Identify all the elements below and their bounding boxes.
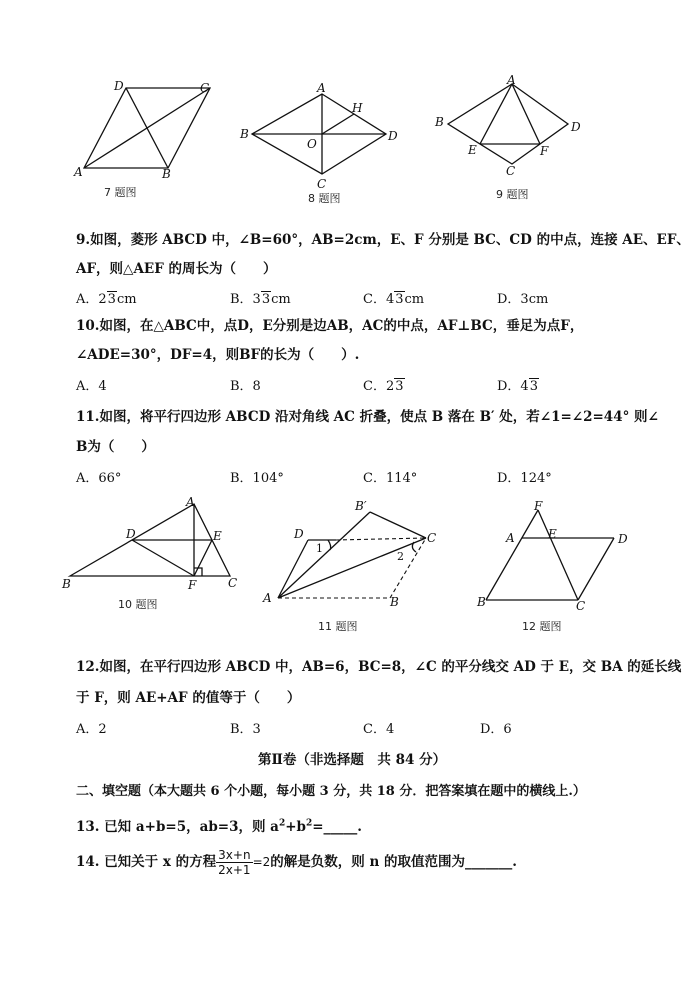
fig8-label-B: B (240, 127, 249, 141)
q9-line1: 9.如图，菱形 ABCD 中，∠B=60°，AB=2cm，E、F 分别是 BC、CD 的中点，连接 AE、EF、 (76, 232, 690, 248)
fig11-label-Bprime: B′ (355, 499, 367, 513)
q12-option-b: B．3 (230, 722, 261, 737)
fig10-label-E: E (213, 529, 222, 543)
fig8-label-A: A (317, 81, 326, 95)
fig12-label-E: E (548, 527, 557, 541)
q10-option-c: C．23 (363, 379, 404, 394)
fig8-caption: 8 题图 (308, 192, 341, 205)
fig12-label-C: C (576, 599, 586, 613)
q12-line1: 12.如图，在平行四边形 ABCD 中，AB=6，BC=8，∠C 的平分线交 AD 于 E，交 BA 的延长线 (76, 659, 682, 675)
q9-option-d: D．3cm (497, 292, 549, 307)
fig9-label-D: D (571, 120, 581, 134)
q9-option-a: A．23cm (76, 292, 137, 307)
fig10-caption: 10 题图 (118, 598, 158, 611)
fig12-label-D: D (618, 532, 628, 546)
q12-option-d: D．6 (480, 722, 512, 737)
q10-option-b: B．8 (230, 379, 261, 394)
q10-line2: ∠ADE=30°，DF=4，则BF的长为（ ）. (76, 347, 360, 363)
fig11-label-B: B (390, 595, 399, 609)
fig8-label-H: H (352, 101, 363, 115)
fig7-caption: 7 题图 (104, 186, 137, 199)
q14-line: 14. 已知关于 x 的方程 $\frac{3x+n}{2x+1}$ =2的解是负数，则 n 的取值范围为_______. (76, 848, 517, 877)
fig8-label-C: C (317, 177, 327, 190)
fig7-label-B: B (162, 167, 171, 181)
fig12-label-B: B (477, 595, 486, 609)
figure-11-folded-parallelogram (258, 496, 448, 616)
fig12-label-A: A (506, 531, 515, 545)
q11-line2: B为（ ） (76, 439, 155, 455)
fig9-label-B: B (435, 115, 444, 129)
fig11-angle-1: 1 (316, 542, 323, 555)
fig10-label-F: F (188, 578, 197, 592)
q10-option-d: D．43 (497, 379, 538, 394)
q9-option-c: C．43cm (363, 292, 425, 307)
fig11-angle-2: 2 (397, 550, 404, 563)
fig7-label-D: D (114, 79, 124, 93)
fig9-label-F: F (540, 144, 549, 158)
fig9-label-C: C (506, 164, 516, 178)
q10-option-a: A．4 (76, 379, 107, 394)
q11-option-c: C．114° (363, 471, 418, 486)
q12-option-c: C．4 (363, 722, 395, 737)
q10-line1: 10.如图，在△ABC中，点D，E分别是边AB，AC的中点，AF⊥BC，垂足为点F， (76, 318, 584, 334)
figure-12-parallelogram (474, 496, 644, 620)
section2-title: 二、填空题（本大题共 6 个小题，每小题 3 分，共 18 分．把答案填在题中的横线上.） (76, 784, 586, 799)
figure-10-triangle (58, 494, 248, 598)
figure-8-rhombus (236, 80, 406, 190)
fig11-caption: 11 题图 (318, 620, 358, 633)
q9-line2: AF，则△AEF 的周长为（ ） (76, 261, 277, 277)
fig7-label-C: C (200, 81, 210, 95)
fig11-label-D: D (294, 527, 304, 541)
fig7-label-A: A (74, 165, 83, 179)
fig8-label-D: D (388, 129, 398, 143)
fig10-label-D: D (126, 527, 136, 541)
part2-title: 第Ⅱ卷（非选择题 共 84 分） (258, 752, 447, 768)
fig12-label-F: F (534, 499, 543, 513)
fig11-label-C: C (427, 531, 437, 545)
q12-line2: 于 F，则 AE+AF 的值等于（ ） (76, 690, 301, 706)
q11-option-a: A．66° (76, 471, 122, 486)
q9-option-b: B．33cm (230, 292, 291, 307)
q11-option-d: D．124° (497, 471, 552, 486)
figure-9-rhombus (428, 74, 598, 178)
fig9-caption: 9 题图 (496, 188, 529, 201)
figure-7-parallelogram (70, 76, 220, 186)
fig10-label-A: A (186, 495, 195, 509)
q13-line: 13. 已知 a+b=5，ab=3，则 $a^2+b^2=\_\_\_\_\_$. (76, 818, 362, 835)
fig9-label-A: A (507, 74, 516, 87)
fig9-label-E: E (468, 143, 477, 157)
fig10-label-B: B (62, 577, 71, 591)
fig12-caption: 12 题图 (522, 620, 562, 633)
fig8-label-O: O (307, 137, 317, 151)
q11-line1: 11.如图，将平行四边形 ABCD 沿对角线 AC 折叠，使点 B 落在 B′ 处，若∠1=∠2=44° 则∠ (76, 409, 659, 425)
q14-fraction: $\frac{3x+n}{2x+1}$ (218, 848, 251, 877)
q12-option-a: A．2 (76, 722, 107, 737)
fig10-label-C: C (228, 576, 238, 590)
fig11-label-A: A (263, 591, 272, 605)
q11-option-b: B．104° (230, 471, 284, 486)
